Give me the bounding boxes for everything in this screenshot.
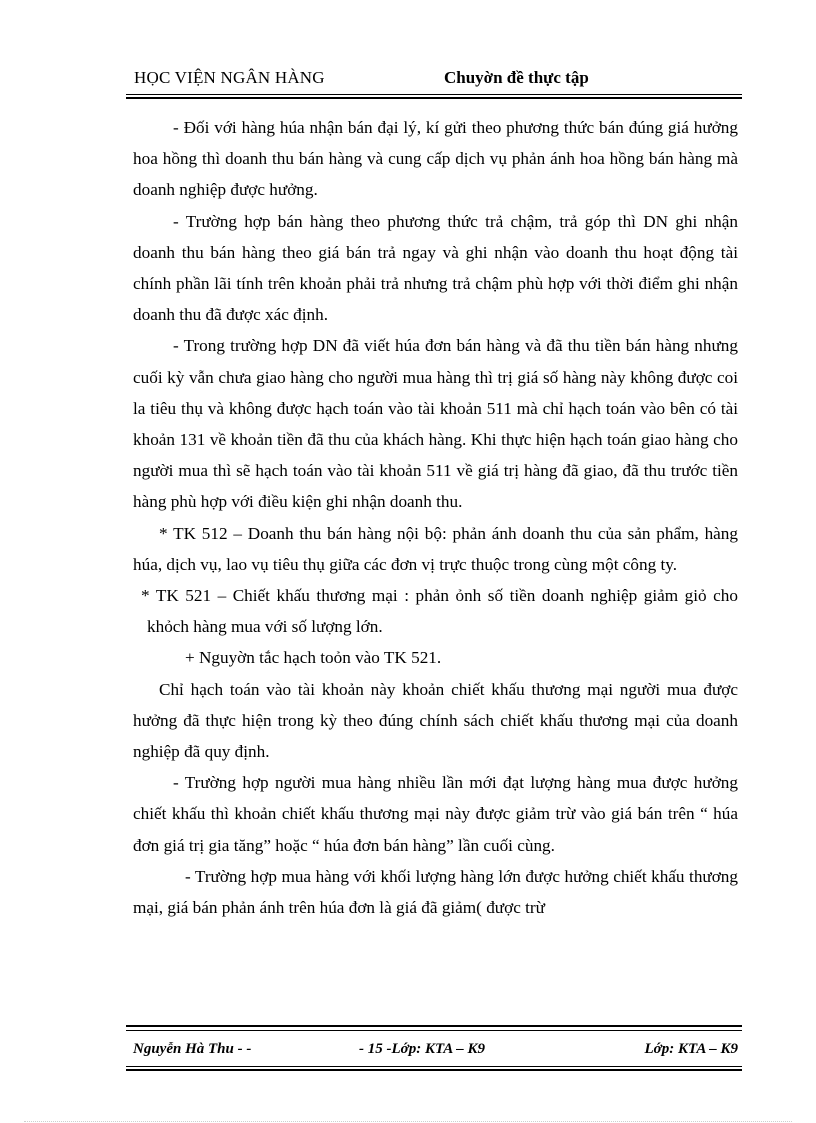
header-document-title: Chuyờn đề thực tập bbox=[444, 68, 589, 87]
paragraph-trade-discount: Chỉ hạch toán vào tài khoản này khoản chiết khấu thương mại người mua được hưởng đã thực hiện trong kỳ theo đúng chính sách chiết khấu thương mại của doanh nghiệp đã quy định. bbox=[133, 679, 738, 762]
header-rule-thick bbox=[126, 97, 742, 99]
footer-page-number: - 15 -Lớp: KTA – K9 bbox=[359, 1041, 485, 1057]
paragraph-invoiced-not-delivered: - Trong trường hợp DN đã viết húa đơn bán hàng và đã thu tiền bán hàng nhưng cuối kỳ vẫn chưa giao hàng cho người mua hàng thì trị giá số hàng này không được coi la tiêu thụ và không được hạch toán vào tài khoản 511 mà chỉ hạch toán vào bên có tài khoản 131 về khoản tiền đã thu của khách hàng. Khi thực hiện hạch toán giao hàng cho người mua thì sẽ hạch toán vào tài khoản 511 về giá trị hàng đã giao, đã thu trước tiền hàng phù hợp với điều kiện ghi nhận doanh thu. bbox=[133, 336, 738, 512]
paragraph-tk521-principle: + Nguyờn tắc hạch toỏn vào TK 521. bbox=[185, 648, 442, 668]
header-rule-thin bbox=[126, 94, 742, 95]
footer-author: Nguyễn Hà Thu - - bbox=[133, 1041, 252, 1057]
page-header bbox=[128, 68, 740, 92]
footer-rule-thin bbox=[126, 1030, 742, 1031]
paragraph-agency-sales: - Đối với hàng húa nhận bán đại lý, kí gửi theo phương thức bán đúng giá hưởng hoa hồng thì doanh thu bán hàng và cung cấp dịch vụ phản ánh hoa hồng bán hàng mà doanh nghiệp được hưởng. bbox=[133, 118, 738, 200]
paragraph-tk521: * TK 521 – Chiết khấu thương mại : phản ỏnh số tiền doanh nghiệp giảm giỏ cho khỏch hàng mua với số lượng lớn. bbox=[141, 586, 738, 637]
footer-rule-under-thick bbox=[126, 1069, 742, 1071]
page-body bbox=[133, 112, 738, 923]
paragraph-tk512: * TK 512 – Doanh thu bán hàng nội bộ: phản ánh doanh thu của sản phẩm, hàng húa, dịch vụ, lao vụ tiêu thụ giữa các đơn vị trực thuộc trong cùng một công ty. bbox=[133, 523, 738, 574]
paragraph-multiple-purchases: - Trường hợp người mua hàng nhiều lần mới đạt lượng hàng mua được hưởng chiết khấu thì khoản chiết khấu thương mại này được giảm trừ vào giá bán trên “ húa đơn giá trị gia tăng” hoặc “ húa đơn bán hàng” lần cuối cùng. bbox=[133, 773, 738, 855]
paragraph-deferred-payment: - Trường hợp bán hàng theo phương thức trả chậm, trả góp thì DN ghi nhận doanh thu bán hàng theo giá bán trả ngay và ghi nhận vào doanh thu hoạt động tài chính phần lãi tính trên khoản phải trả nhưng trả chậm phù hợp với thời điểm ghi nhận doanh thu đã được xác định. bbox=[133, 211, 738, 325]
paragraph-large-volume: - Trường hợp mua hàng với khối lượng hàng lớn được hưởng chiết khấu thương mại, giá bán phản ánh trên húa đơn là giá đã giảm( được trừ bbox=[133, 866, 738, 918]
footer-class: Lớp: KTA – K9 bbox=[644, 1041, 738, 1057]
page-footer bbox=[133, 1041, 738, 1063]
footer-rule-under-thin bbox=[126, 1066, 742, 1067]
page-edge-divider bbox=[24, 1121, 792, 1122]
header-institution: HỌC VIỆN NGÂN HÀNG bbox=[134, 68, 325, 87]
footer-rule-thick bbox=[126, 1025, 742, 1027]
